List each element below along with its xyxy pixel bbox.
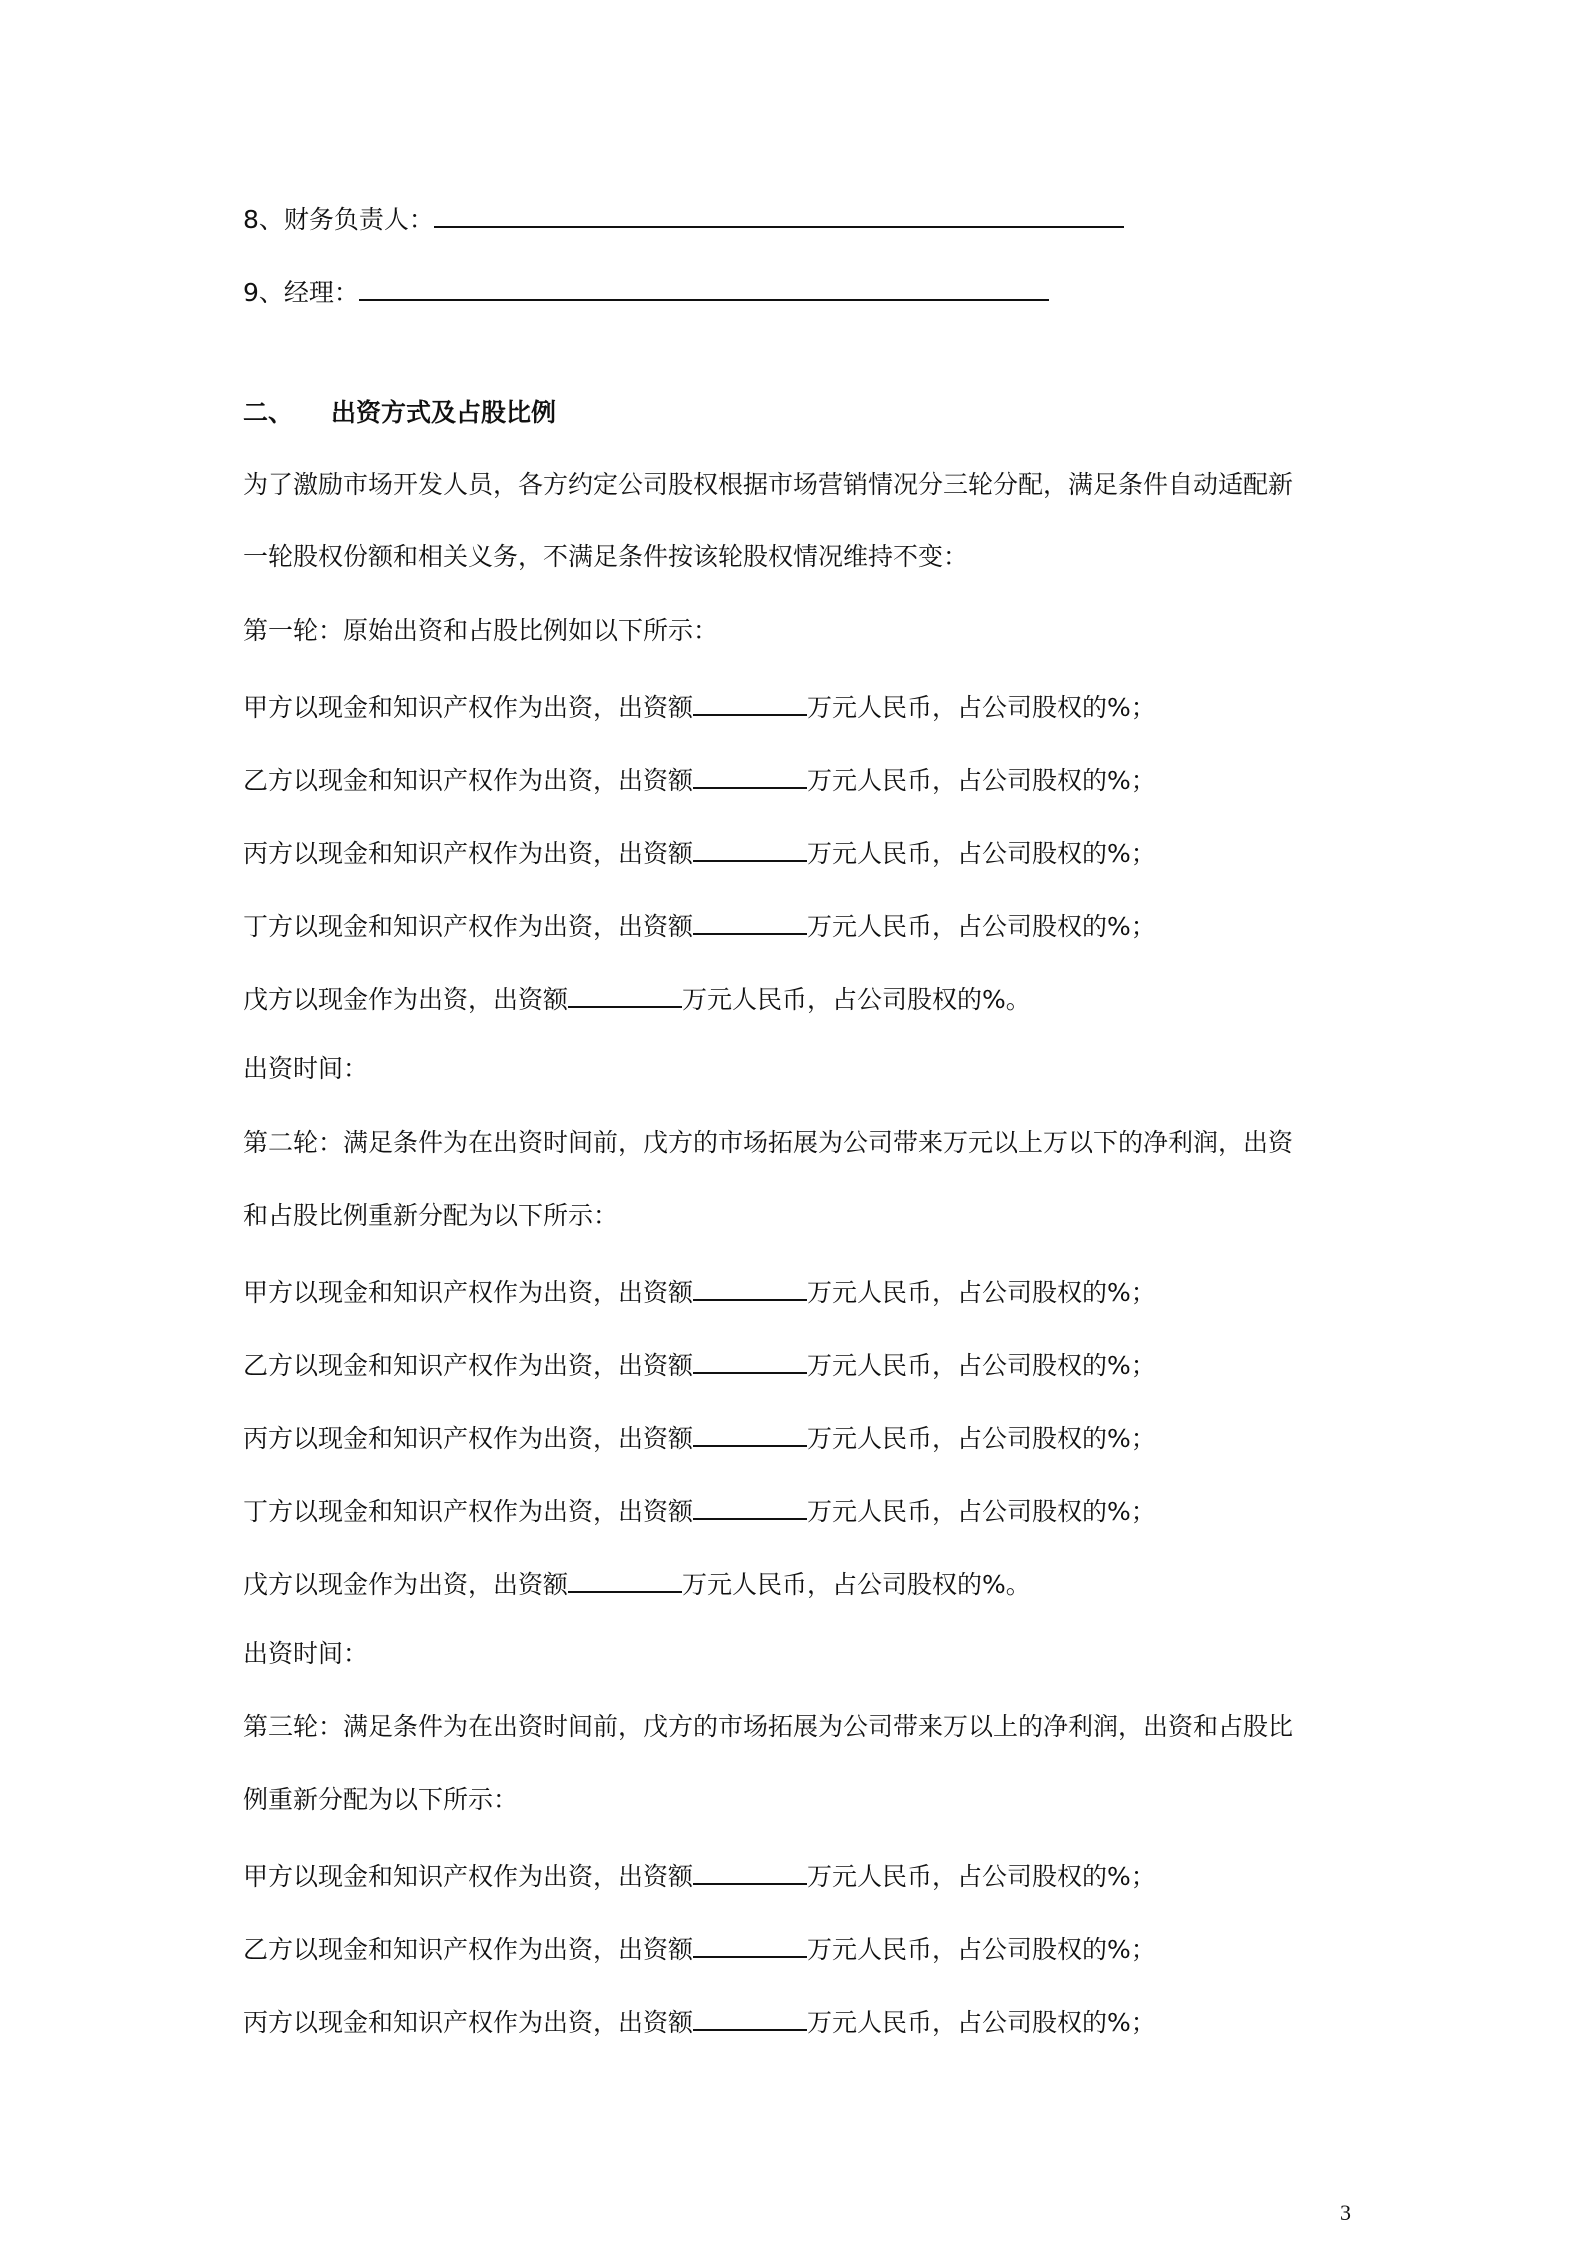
- row-suffix: 万元人民币，占公司股权的%；: [807, 839, 1156, 868]
- row-suffix: 万元人民币，占公司股权的%。: [682, 1570, 1031, 1599]
- round-3-row: [243, 1857, 1156, 1894]
- row-prefix: 丙方以现金和知识产权作为出资，出资额: [243, 839, 694, 868]
- row-suffix: 万元人民币，占公司股权的%；: [807, 1351, 1156, 1380]
- round-3-heading-line-1: 第三轮：满足条件为在出资时间前，戊方的市场拓展为公司带来万以上的净利润，出资和占股比: [243, 1712, 1294, 1741]
- amount-blank: [693, 1419, 807, 1447]
- row-suffix: 万元人民币，占公司股权的%；: [807, 1497, 1156, 1526]
- amount-blank: [693, 1492, 807, 1520]
- row-suffix: 万元人民币，占公司股权的%。: [682, 985, 1031, 1014]
- amount-blank: [568, 1565, 682, 1593]
- officer-item-8-blank: [434, 200, 1124, 228]
- officer-item-8: [243, 200, 1124, 237]
- round-1-row: [243, 980, 1031, 1017]
- amount-blank: [693, 688, 807, 716]
- amount-blank: [693, 1346, 807, 1374]
- section-2-intro-line-2: 一轮股权份额和相关义务，不满足条件按该轮股权情况维持不变：: [243, 542, 969, 571]
- row-prefix: 丁方以现金和知识产权作为出资，出资额: [243, 1497, 694, 1526]
- round-1-heading: 第一轮：原始出资和占股比例如以下所示：: [243, 616, 719, 645]
- round-3-row: [243, 2003, 1156, 2040]
- amount-blank: [693, 761, 807, 789]
- section-2-heading: [243, 396, 556, 430]
- page-number: 3: [1340, 2200, 1351, 2225]
- row-prefix: 丁方以现金和知识产权作为出资，出资额: [243, 912, 694, 941]
- row-prefix: 甲方以现金和知识产权作为出资，出资额: [243, 1862, 694, 1891]
- round-2-heading-line-2: 和占股比例重新分配为以下所示：: [243, 1201, 619, 1230]
- row-prefix: 乙方以现金和知识产权作为出资，出资额: [243, 1935, 694, 1964]
- amount-blank: [693, 834, 807, 862]
- round-1-time-label: 出资时间：: [243, 1054, 369, 1083]
- row-prefix: 戊方以现金作为出资，出资额: [243, 1570, 569, 1599]
- officer-item-9-blank: [359, 273, 1049, 301]
- officer-item-9-label: 9、经理：: [243, 278, 359, 307]
- round-2-row: [243, 1273, 1156, 1310]
- round-2-row: [243, 1419, 1156, 1456]
- round-1-row: [243, 834, 1156, 871]
- row-prefix: 丙方以现金和知识产权作为出资，出资额: [243, 1424, 694, 1453]
- section-2-number: 二、: [243, 398, 294, 427]
- row-prefix: 乙方以现金和知识产权作为出资，出资额: [243, 766, 694, 795]
- round-1-row: [243, 907, 1156, 944]
- round-2-row: [243, 1492, 1156, 1529]
- row-prefix: 丙方以现金和知识产权作为出资，出资额: [243, 2008, 694, 2037]
- amount-blank: [693, 1273, 807, 1301]
- round-2-row: [243, 1346, 1156, 1383]
- amount-blank: [693, 1857, 807, 1885]
- row-prefix: 戊方以现金作为出资，出资额: [243, 985, 569, 1014]
- officer-item-8-label: 8、财务负责人：: [243, 205, 434, 234]
- amount-blank: [693, 1930, 807, 1958]
- section-2-intro-line-1: 为了激励市场开发人员，各方约定公司股权根据市场营销情况分三轮分配，满足条件自动适配新: [243, 470, 1294, 499]
- round-3-heading-line-2: 例重新分配为以下所示：: [243, 1785, 519, 1814]
- row-prefix: 甲方以现金和知识产权作为出资，出资额: [243, 693, 694, 722]
- row-suffix: 万元人民币，占公司股权的%；: [807, 766, 1156, 795]
- row-suffix: 万元人民币，占公司股权的%；: [807, 693, 1156, 722]
- round-1-row: [243, 688, 1156, 725]
- round-3-row: [243, 1930, 1156, 1967]
- row-prefix: 甲方以现金和知识产权作为出资，出资额: [243, 1278, 694, 1307]
- amount-blank: [693, 2003, 807, 2031]
- row-suffix: 万元人民币，占公司股权的%；: [807, 1862, 1156, 1891]
- row-suffix: 万元人民币，占公司股权的%；: [807, 1278, 1156, 1307]
- round-2-heading-line-1: 第二轮：满足条件为在出资时间前，戊方的市场拓展为公司带来万元以上万以下的净利润，出资: [243, 1128, 1294, 1157]
- row-suffix: 万元人民币，占公司股权的%；: [807, 1935, 1156, 1964]
- amount-blank: [568, 980, 682, 1008]
- amount-blank: [693, 907, 807, 935]
- round-1-row: [243, 761, 1156, 798]
- row-suffix: 万元人民币，占公司股权的%；: [807, 1424, 1156, 1453]
- round-2-time-label: 出资时间：: [243, 1639, 369, 1668]
- round-2-row: [243, 1565, 1031, 1602]
- section-2-title: 出资方式及占股比例: [331, 398, 557, 427]
- row-suffix: 万元人民币，占公司股权的%；: [807, 2008, 1156, 2037]
- officer-item-9: [243, 273, 1049, 310]
- row-prefix: 乙方以现金和知识产权作为出资，出资额: [243, 1351, 694, 1380]
- row-suffix: 万元人民币，占公司股权的%；: [807, 912, 1156, 941]
